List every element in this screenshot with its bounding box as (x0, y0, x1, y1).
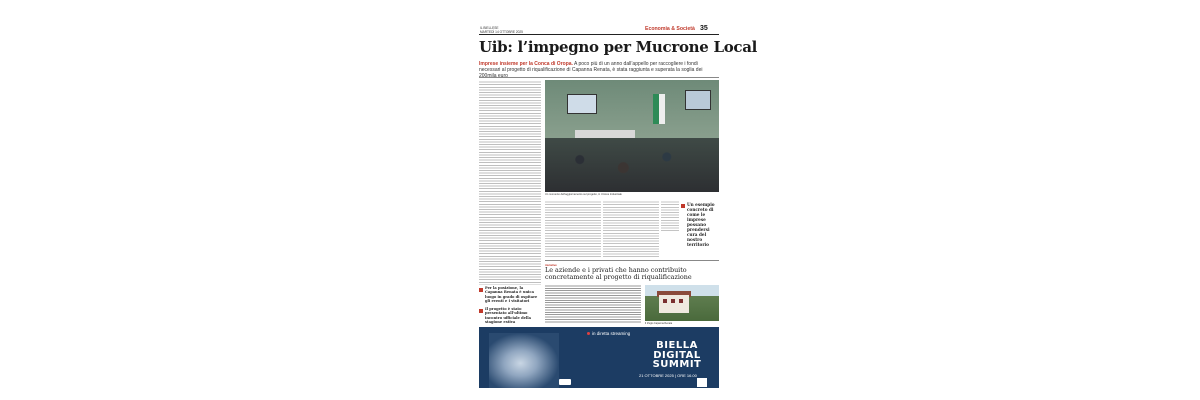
ad-digital-face-graphic (489, 333, 559, 388)
refuge-photo-caption: Il rifugio Capanna Renata (645, 322, 673, 325)
body-column-4 (661, 200, 679, 232)
section-label: Economia & Società (645, 26, 695, 32)
summit-advertisement[interactable] (479, 327, 719, 388)
refuge-window (671, 299, 675, 303)
refuge-photo (645, 285, 719, 321)
ad-title-line-1: BIELLA (656, 340, 698, 351)
subhead-kicker: Imprese insieme per la Conca di Oropa. (479, 61, 573, 67)
sidebar-rule (545, 260, 719, 261)
issue-date: MARTEDÌ 14 OTTOBRE 2025 (480, 30, 523, 34)
pull-quote-1: Un esempio concreto di come le imprese possano prendersi cura del nostro territorio (687, 202, 715, 247)
page-header-left (480, 26, 523, 34)
body-column-2 (545, 200, 601, 258)
photo-flag-white (659, 94, 665, 124)
ad-title (647, 341, 707, 370)
refuge-window (679, 299, 683, 303)
qr-code-icon[interactable] (697, 378, 707, 387)
live-dot-icon (587, 332, 590, 335)
sidebar-kicker: iniziative (545, 263, 557, 267)
ad-date: 21 OTTOBRE 2025 | ORE 16.00 (639, 373, 697, 378)
ad-title-line-3: SUMMIT (652, 359, 702, 370)
ad-title-line-2: DIGITAL (653, 349, 701, 361)
pull-quote-3: Il progetto è stato presentato all’ultimo incontro ufficiale della stagione estiva (485, 307, 531, 325)
ad-streaming-text: in diretta streaming (592, 331, 631, 336)
photo-speaker-table (575, 130, 635, 138)
newspaper-page (477, 20, 758, 388)
article-headline: Uib: l’impegno per Mucrone Local (479, 38, 758, 56)
conference-photo (545, 80, 719, 192)
body-column-3 (603, 200, 659, 258)
photo-screen-right (685, 90, 711, 110)
quote-marker-2 (479, 288, 483, 292)
ad-sponsor-logo (559, 379, 571, 385)
subhead-rule (479, 77, 719, 78)
body-column-1 (479, 80, 541, 285)
photo-screen-left (567, 94, 597, 114)
refuge-building (659, 295, 689, 313)
photo-caption: Un momento dell’aggiornamento sul progetto, in Unione Industriale (545, 193, 622, 196)
sidebar-headline: Le aziende e i privati che hanno contribuito concretamente al progetto di riqualificazione (545, 266, 692, 282)
sidebar-body (545, 284, 641, 324)
photo-audience (545, 138, 719, 192)
quote-marker-3 (479, 309, 483, 313)
header-rule (479, 34, 719, 35)
refuge-window (663, 299, 667, 303)
quote-marker-1 (681, 204, 685, 208)
newspaper-name: IL BIELLESE (480, 26, 499, 30)
pull-quote-2: Per la posizione, la Capanna Renata è unica luogo in grado di ospitare gli eventi e i visitatori (485, 286, 538, 304)
ad-streaming-label (587, 331, 630, 336)
page-number: 35 (700, 25, 708, 32)
subhead-text: A poco più di un anno dall’appello per raccogliere i fondi necessari al progetto di riqualificazione di Capanna Renata, è stata raggiunta e superata la soglia dei 200mila euro (479, 61, 703, 79)
